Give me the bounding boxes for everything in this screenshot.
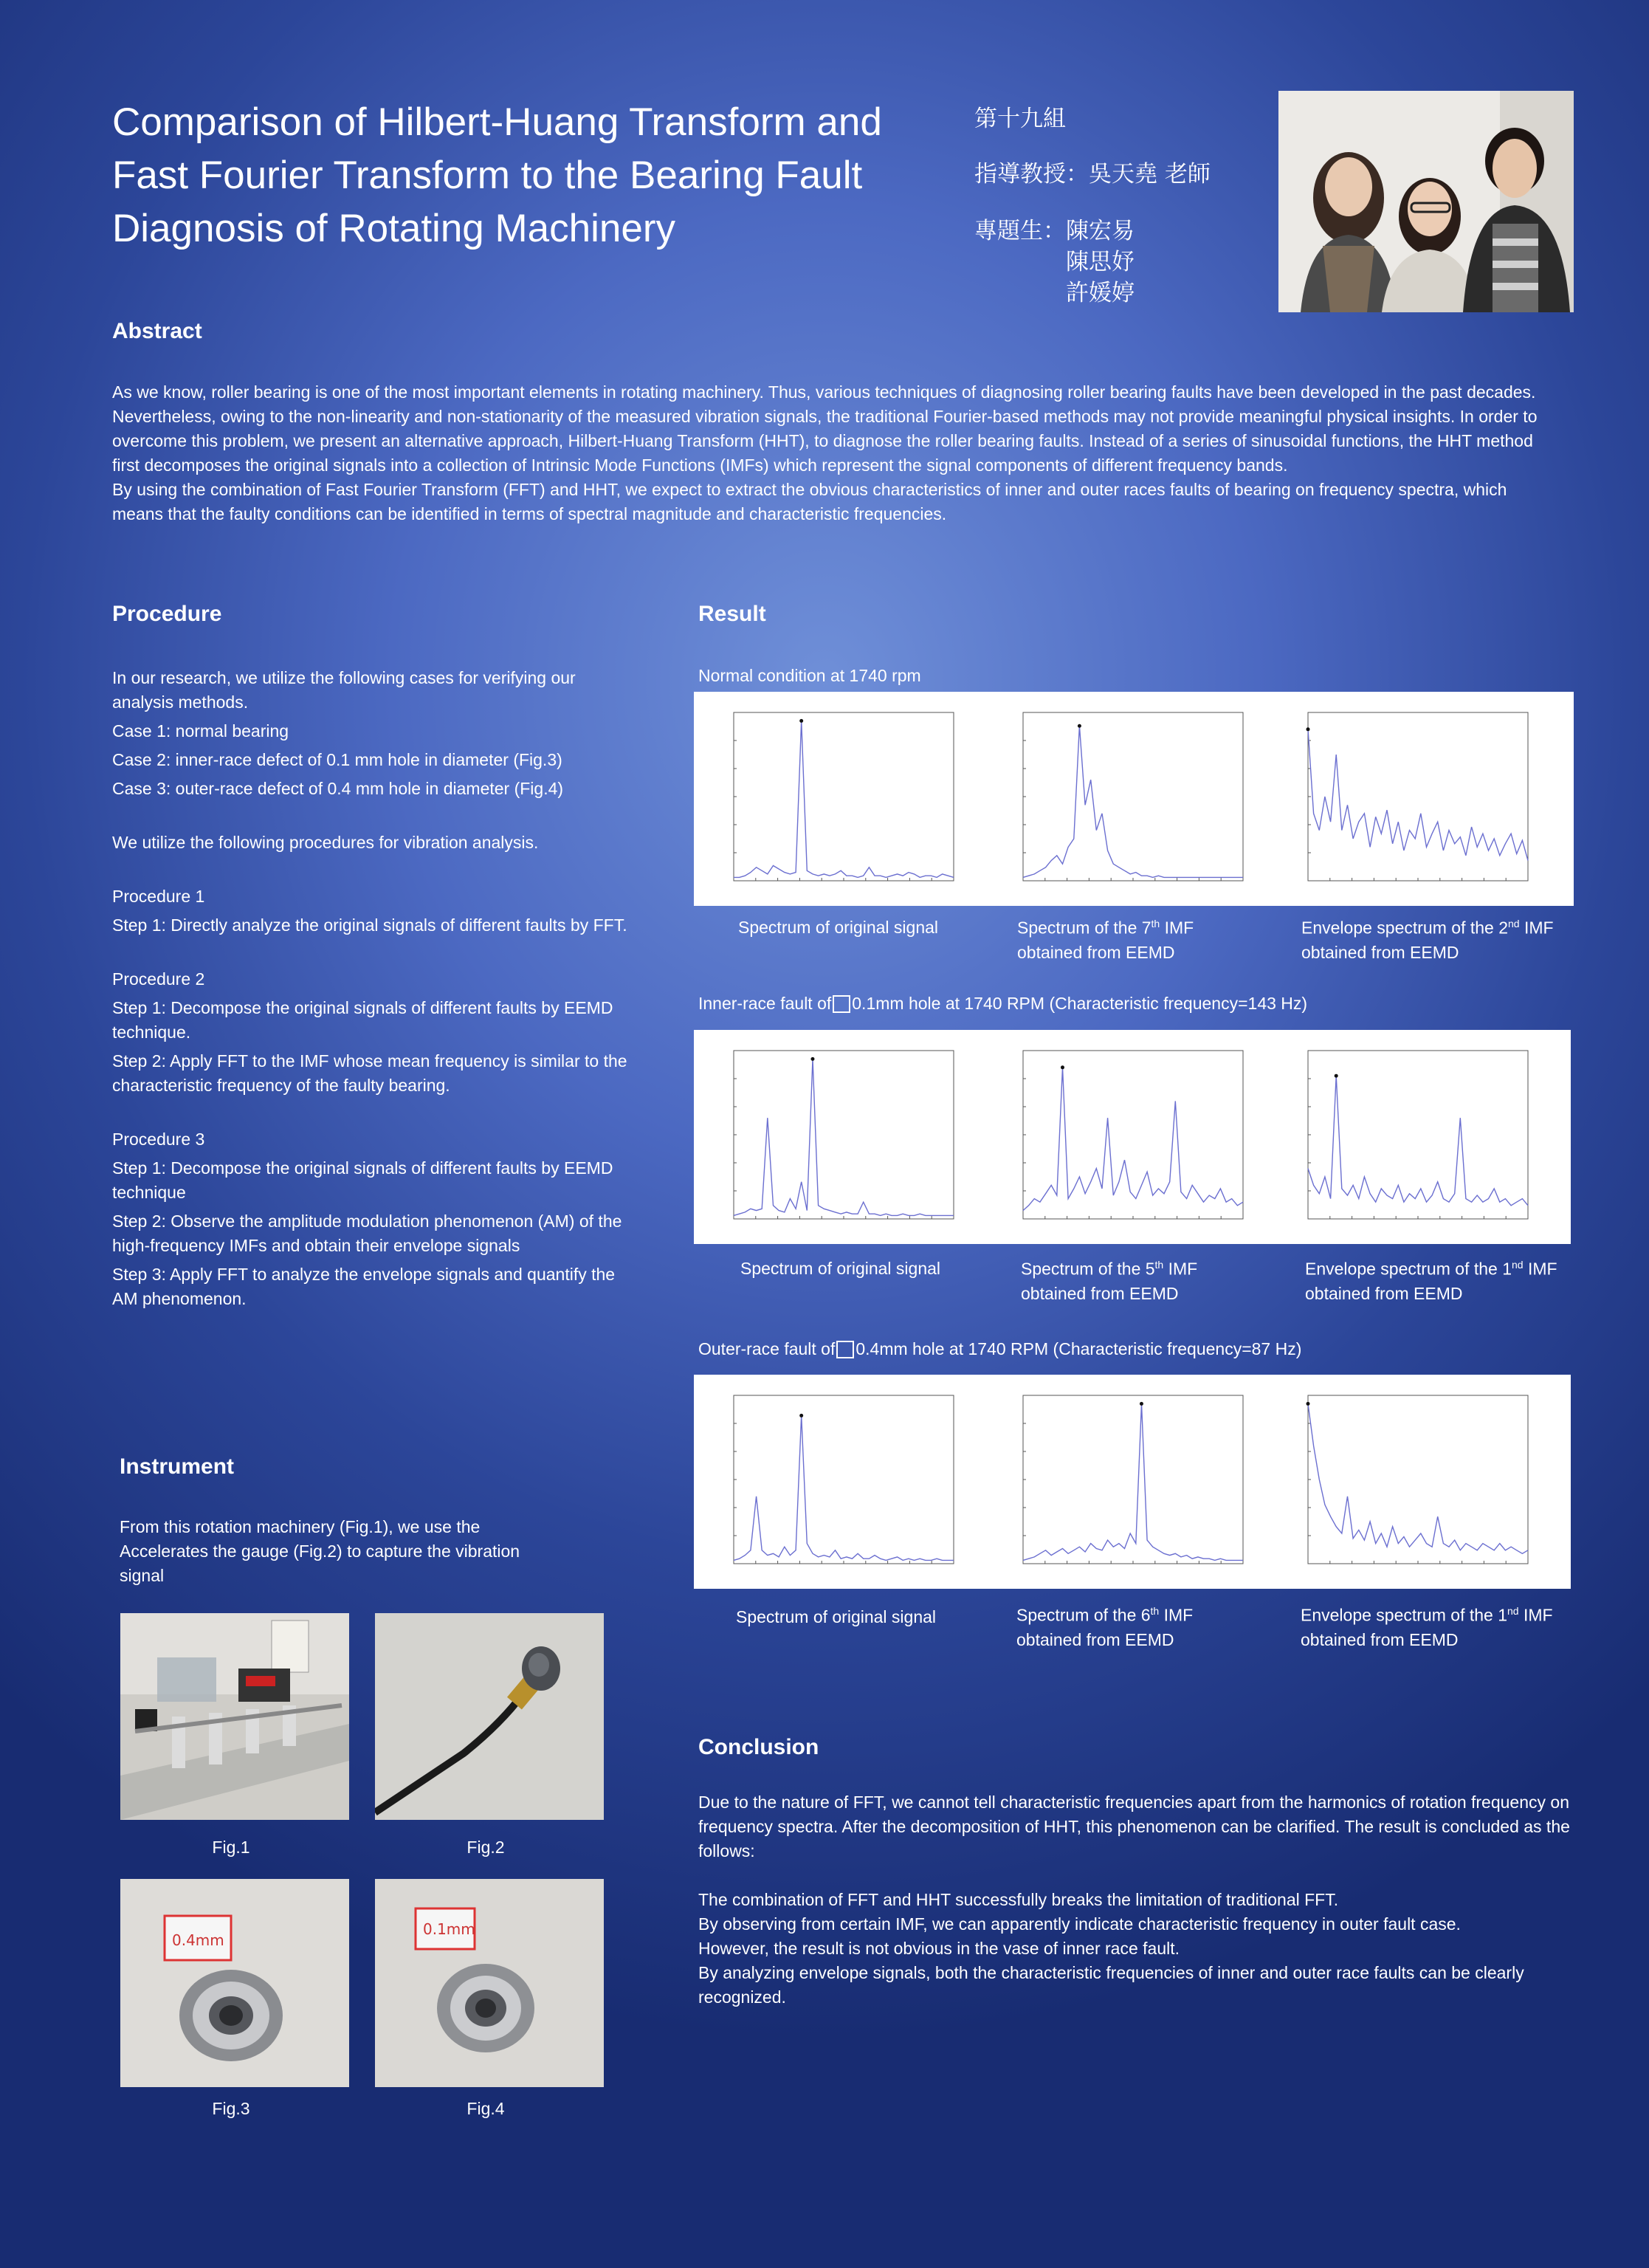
conclusion-text [698, 1790, 1573, 2010]
inner-label-original: Spectrum of original signal [740, 1259, 941, 1278]
plot-frame [1308, 1395, 1528, 1564]
fig4-bearing-photo [375, 1879, 604, 2087]
peak-marker [1078, 724, 1081, 728]
normal-caption: Normal condition at 1740 rpm [698, 666, 921, 685]
spectrum-chart [1004, 702, 1247, 896]
outer-chart-panel [694, 1375, 1571, 1589]
peak-marker [810, 1057, 814, 1061]
conclusion-line-2: By observing from certain IMF, we can apparently indicate characteristic frequency in outer fault case. [698, 1914, 1461, 1934]
case-2: Case 2: inner-race defect of 0.1 mm hole in diameter (Fig.3) [112, 750, 562, 769]
plot-frame [734, 1395, 954, 1564]
svg-text:0.4mm: 0.4mm [172, 1931, 224, 1949]
procedure-3-step-2: Step 2: Observe the amplitude modulation phenomenon (AM) of the high-frequency IMFs and obtain their envelope signals [112, 1212, 622, 1255]
normal-chart-panel [694, 692, 1574, 906]
inner-label-envelope: Envelope spectrum of the 1nd IMF obtained from EEMD [1305, 1259, 1557, 1303]
procedure-1-step-1: Step 1: Directly analyze the original signals of different faults by FFT. [112, 915, 627, 935]
peak-marker [799, 1414, 803, 1418]
title-line-3: Diagnosis of Rotating Machinery [112, 207, 675, 250]
inner-caption: Inner-race fault of 0.1mm hole at 1740 RPM (Characteristic frequency=143 Hz) [698, 994, 1308, 1013]
conclusion-line-4: By analyzing envelope signals, both the characteristic frequencies of inner and outer race faults can be clearly recognized. [698, 1963, 1524, 2007]
conclusion-heading: Conclusion [698, 1735, 819, 1759]
peak-marker [1335, 1074, 1338, 1078]
diameter-symbol-box [833, 995, 850, 1013]
fig4-caption: Fig.4 [467, 2099, 505, 2118]
procedure-heading: Procedure [112, 602, 222, 626]
procedure-3-step-1: Step 1: Decompose the original signals of different faults by EEMD technique [112, 1158, 613, 1202]
procedure-3-step-3: Step 3: Apply FFT to analyze the envelope signals and quantify the AM phenomenon. [112, 1265, 616, 1308]
spectrum-chart [1289, 702, 1532, 896]
inner-chart-panel [694, 1030, 1571, 1244]
students-list [974, 216, 1135, 309]
peak-marker [1307, 727, 1310, 731]
abstract-paragraph-1: As we know, roller bearing is one of the most important elements in rotating machinery. Thus, various techniques of diagnosing roller bearing faults have been developed in the past decades. Nevertheless, owing to the non-linearity and non-stationarity of the measured vibration signals, the traditional Fourier-based methods may not provide meaningful physical insights. In order to overcome this problem, we present an alternative approach, Hilbert-Huang Transform (HHT), to diagnose the roller bearing faults. Instead of a series of sinusoidal functions, the HHT method first decomposes the original signals into a collection of Intrinsic Mode Functions (IMFs) which represent the signal components of different frequency bands. [112, 382, 1538, 475]
procedure-2-title: Procedure 2 [112, 969, 205, 989]
normal-label-envelope: Envelope spectrum of the 2nd IMF obtained from EEMD [1301, 918, 1554, 962]
diameter-symbol-box [836, 1341, 854, 1358]
spectrum-chart [715, 702, 958, 896]
procedure-3-title: Procedure 3 [112, 1130, 205, 1149]
student-name: 陳宏易 [1066, 218, 1135, 244]
spectrum-chart [715, 1385, 958, 1578]
outer-label-imf: Spectrum of the 6th IMF obtained from EEMD [1016, 1605, 1194, 1649]
poster-title [112, 96, 954, 255]
outer-label-original: Spectrum of original signal [736, 1607, 937, 1626]
svg-text:0.1mm: 0.1mm [423, 1920, 475, 1938]
abstract-heading: Abstract [112, 319, 202, 343]
fig1-caption: Fig.1 [212, 1838, 250, 1857]
case-3: Case 3: outer-race defect of 0.4 mm hole in diameter (Fig.4) [112, 779, 564, 798]
case-1: Case 1: normal bearing [112, 721, 289, 740]
result-heading: Result [698, 602, 766, 626]
fig1-machine-photo [120, 1613, 349, 1820]
spectrum-chart [1004, 1385, 1247, 1578]
team-photo [1278, 91, 1574, 312]
conclusion-paragraph: Due to the nature of FFT, we cannot tell characteristic frequencies apart from the harmonics of rotation frequency on frequency spectra. After the decomposition of HHT, this phenomenon can be clarified. The result is concluded as the follows: [698, 1793, 1570, 1860]
students-label: 專題生： [974, 218, 1066, 244]
spectrum-chart [1004, 1040, 1247, 1234]
peak-marker [1061, 1065, 1064, 1069]
abstract-paragraph-2: By using the combination of Fast Fourier Transform (FFT) and HHT, we expect to extract the obvious characteristics of inner and outer races faults of bearing on frequency spectra, which means that the faulty conditions can be identified in terms of spectral magnitude and characteristic frequencies. [112, 480, 1507, 523]
outer-label-envelope: Envelope spectrum of the 1nd IMF obtained from EEMD [1301, 1605, 1553, 1649]
title-line-2: Fast Fourier Transform to the Bearing Fault [112, 154, 863, 197]
student-name: 陳思妤 [1066, 249, 1135, 275]
inner-label-imf: Spectrum of the 5th IMF obtained from EEMD [1021, 1259, 1198, 1303]
instrument-text: From this rotation machinery (Fig.1), we use the Accelerates the gauge (Fig.2) to capture the vibration signal [120, 1517, 520, 1585]
title-line-1: Comparison of Hilbert-Huang Transform and [112, 100, 882, 144]
fig2-caption: Fig.2 [467, 1838, 505, 1857]
student-name: 許媛婷 [1066, 280, 1135, 306]
procedure-text [112, 666, 629, 1311]
normal-label-original: Spectrum of original signal [738, 918, 939, 937]
spectrum-chart [1289, 1040, 1532, 1234]
spectrum-chart [1289, 1385, 1532, 1578]
plot-frame [1023, 712, 1243, 881]
fig2-sensor-photo [375, 1613, 604, 1820]
peak-marker [1307, 1402, 1310, 1406]
normal-label-imf: Spectrum of the 7th IMF obtained from EEMD [1017, 918, 1194, 962]
abstract-text [112, 380, 1559, 526]
fig3-caption: Fig.3 [212, 2099, 250, 2118]
plot-frame [1308, 712, 1528, 881]
conclusion-line-1: The combination of FFT and HHT successfully breaks the limitation of traditional FFT. [698, 1890, 1339, 1909]
advisor-label: 指導教授：吳天堯 老師 [974, 161, 1211, 188]
procedure-1-title: Procedure 1 [112, 887, 205, 906]
outer-caption: Outer-race fault of 0.4mm hole at 1740 RPM (Characteristic frequency=87 Hz) [698, 1339, 1302, 1358]
peak-marker [799, 719, 803, 723]
procedure-utilize: We utilize the following procedures for vibration analysis. [112, 833, 539, 852]
peak-marker [1140, 1402, 1143, 1406]
spectrum-chart [715, 1040, 958, 1234]
fig3-bearing-photo [120, 1879, 349, 2087]
procedure-2-step-1: Step 1: Decompose the original signals of different faults by EEMD technique. [112, 998, 613, 1042]
procedure-intro: In our research, we utilize the following cases for verifying our analysis methods. [112, 668, 576, 712]
group-label: 第十九組 [974, 106, 1066, 132]
plot-frame [734, 712, 954, 881]
instrument-heading: Instrument [120, 1454, 235, 1479]
conclusion-line-3: However, the result is not obvious in the vase of inner race fault. [698, 1939, 1180, 1958]
procedure-2-step-2: Step 2: Apply FFT to the IMF whose mean frequency is similar to the characteristic frequency of the faulty bearing. [112, 1051, 627, 1095]
